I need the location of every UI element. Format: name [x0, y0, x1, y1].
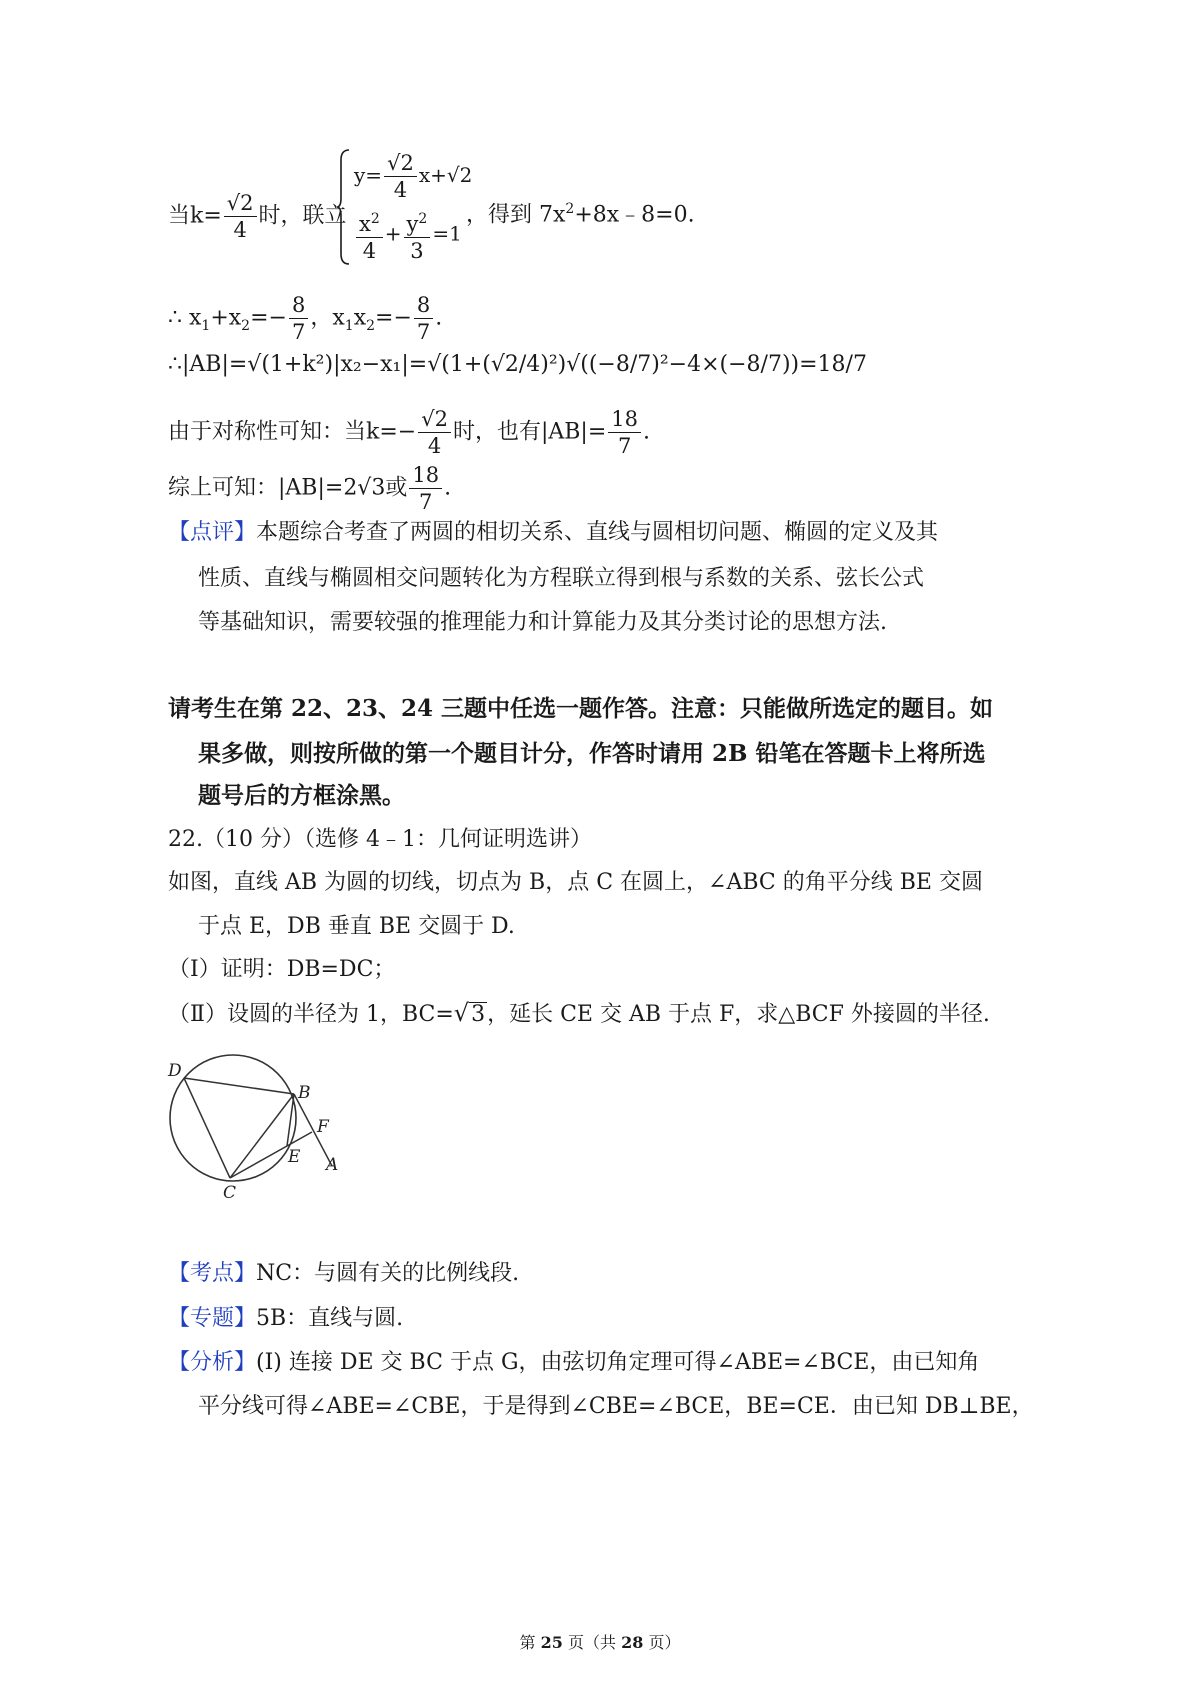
instruction-line-2: 果多做，则按所做的第一个题目计分，作答时请用 2B 铅笔在答题卡上将所选: [198, 740, 986, 767]
label-E: E: [288, 1147, 301, 1167]
review-line-1: 【点评】本题综合考查了两圆的相切关系、直线与圆相切问题、椭圆的定义及其: [168, 520, 939, 545]
review-line-2: 性质、直线与椭圆相交问题转化为方程联立得到根与系数的关系、弦长公式: [198, 566, 925, 591]
label-D: D: [168, 1061, 182, 1081]
line-DC: [184, 1078, 230, 1178]
label-F: F: [317, 1117, 329, 1137]
line-EF: [287, 1132, 312, 1146]
question-22-text-1: 如图，直线 AB 为圆的切线，切点为 B，点 C 在圆上，∠ABC 的角平分线 BE 交圆: [168, 870, 983, 895]
page-total: 28: [621, 1633, 644, 1652]
zhuanti-line: 【专题】5B：直线与圆.: [168, 1306, 404, 1331]
label-C: C: [223, 1183, 237, 1203]
fenxi-tag: 【分析】: [168, 1350, 257, 1375]
kaodian-tag: 【考点】: [168, 1261, 257, 1286]
system-eq-2: $\frac{x^2}{4}$ + $\frac{y^2}{3}$ =1: [354, 206, 462, 264]
solution-line-4: 由于对称性可知：当k=− $\frac{√2}{4}$ 时，也有|AB|= $\frac{18}{7}$ .: [168, 407, 651, 458]
fraction-k: $\frac{√2}{4}$: [224, 190, 257, 243]
question-22-part-1: （Ⅰ）证明：DB=DC；: [168, 957, 396, 982]
instruction-line-1: 请考生在第 22、23、24 三题中任选一题作答。注意：只能做所选定的题目。如: [168, 695, 994, 722]
solution-line-5: 综上可知：|AB|=2√3或 $\frac{18}{7}$ .: [168, 463, 452, 514]
solution-line-1-result: ，得到 $7x^2+8x﹣8=0$.: [466, 201, 695, 228]
line-DB: [184, 1078, 294, 1094]
page-footer: 第 25 页（共 28 页）: [519, 1633, 681, 1652]
review-tag: 【点评】: [168, 520, 257, 545]
question-22-heading: 22.（10 分）（选修 4﹣1：几何证明选讲）: [168, 827, 592, 852]
question-22-part-2: （Ⅱ）设圆的半径为 1，BC=√3，延长 CE 交 AB 于点 F，求△BCF 外接圆的半径.: [168, 999, 990, 1027]
label-B: B: [298, 1083, 311, 1103]
line-BC: [230, 1094, 294, 1178]
system-eq-1: y= $\frac{√2}{4}$ x+√2: [354, 151, 473, 202]
fenxi-line-1: 【分析】(Ⅰ) 连接 DE 交 BC 于点 G，由弦切角定理可得∠ABE=∠BCE，由已知角: [168, 1350, 980, 1375]
review-line-3: 等基础知识，需要较强的推理能力和计算能力及其分类讨论的思想方法.: [198, 610, 887, 635]
geometry-figure: [160, 1050, 350, 1210]
fenxi-line-2: 平分线可得∠ABE=∠CBE，于是得到∠CBE=∠BCE，BE=CE．由已知 DB⊥BE，: [198, 1394, 1034, 1419]
solution-line-2: ∴ $x_1+x_2=-$ $\frac{8}{7}$ ，$x_1x_2=-$ $\frac{8}{7}$ .: [168, 293, 443, 344]
left-brace-icon: [337, 148, 351, 266]
page-number: 25: [540, 1633, 563, 1652]
instruction-line-3: 题号后的方框涂黑。: [198, 782, 405, 809]
circle: [170, 1055, 296, 1181]
label-A: A: [326, 1155, 339, 1175]
solution-line-1: 当k= $\frac{√2}{4}$ 时，联立: [168, 191, 347, 242]
kaodian-line: 【考点】NC：与圆有关的比例线段.: [168, 1261, 520, 1286]
solution-line-3: ∴|AB|=√(1+k²)|x₂−x₁|=√(1+(√2/4)²)√((−8/7)²−4×(−8/7))=18/7: [168, 352, 867, 377]
question-22-text-2: 于点 E，DB 垂直 BE 交圆于 D.: [198, 914, 515, 939]
zhuanti-tag: 【专题】: [168, 1306, 257, 1331]
